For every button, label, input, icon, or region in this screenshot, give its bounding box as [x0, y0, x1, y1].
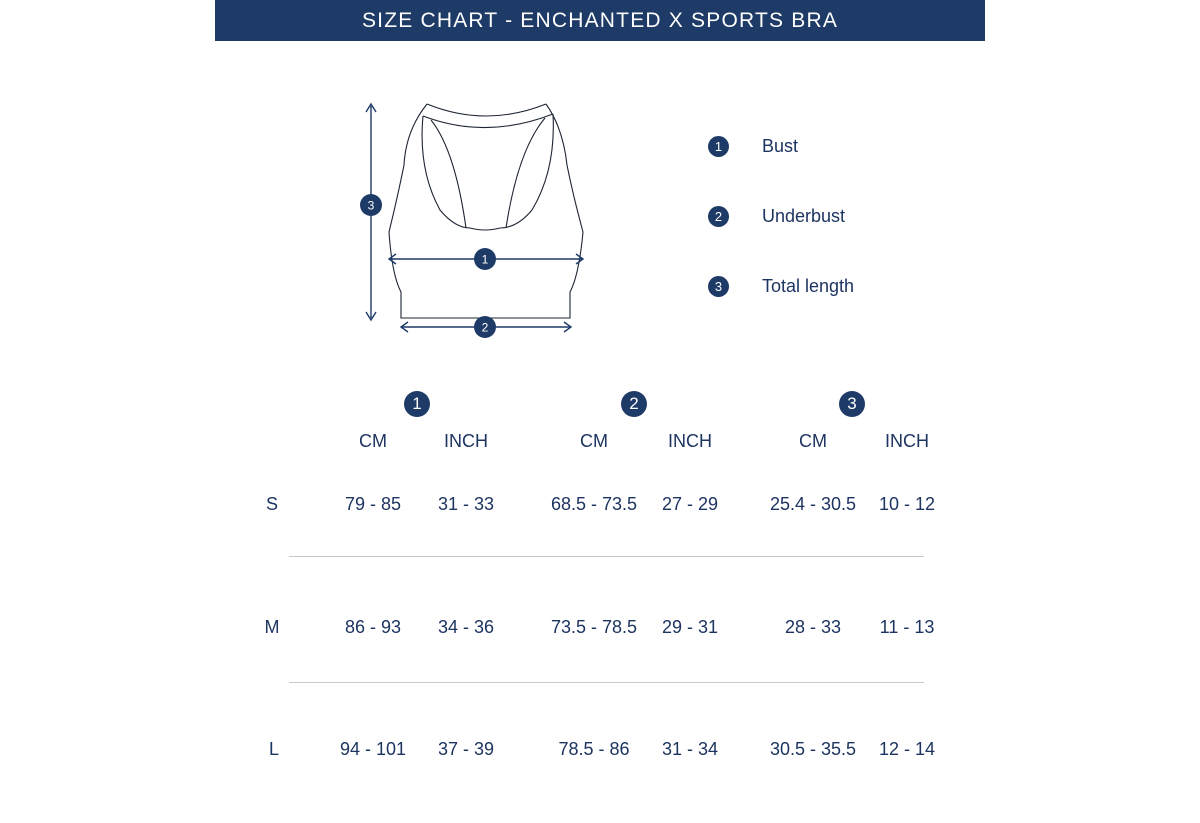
row-divider [289, 556, 924, 557]
table-cell: 12 - 14 [878, 739, 936, 759]
table-cell: 10 - 12 [878, 494, 936, 514]
size-label: S [265, 494, 279, 514]
legend-number-badge: 3 [708, 276, 729, 297]
table-cell: 25.4 - 30.5 [769, 494, 857, 514]
bra-outline [389, 104, 583, 318]
legend-item-bust [708, 136, 799, 157]
table-cell: 34 - 36 [437, 617, 495, 637]
column-header-inch: INCH [885, 431, 929, 451]
legend-number-badge: 1 [708, 136, 729, 157]
column-group-badge-length: 3 [839, 391, 865, 417]
legend-number-badge: 2 [708, 206, 729, 227]
table-cell: 28 - 33 [784, 617, 842, 637]
column-header-cm: CM [799, 431, 827, 451]
table-cell: 27 - 29 [661, 494, 719, 514]
page-title: SIZE CHART - ENCHANTED X SPORTS BRA [215, 0, 985, 41]
sports-bra-diagram [350, 95, 600, 345]
diagram-marker-1 [474, 248, 496, 270]
table-cell: 78.5 - 86 [558, 739, 630, 759]
legend-item-total-length [708, 276, 855, 297]
table-cell: 94 - 101 [339, 739, 407, 759]
table-cell: 37 - 39 [437, 739, 495, 759]
table-cell: 73.5 - 78.5 [550, 617, 638, 637]
column-header-inch: INCH [668, 431, 712, 451]
svg-text:3: 3 [367, 198, 375, 213]
size-label: M [264, 617, 280, 637]
legend-label: Total length [762, 276, 855, 296]
size-label: L [268, 739, 280, 759]
table-cell: 79 - 85 [344, 494, 402, 514]
row-divider [289, 682, 924, 683]
legend-label: Underbust [762, 206, 846, 226]
column-group-badge-bust: 1 [404, 391, 430, 417]
table-cell: 31 - 33 [437, 494, 495, 514]
table-cell: 30.5 - 35.5 [769, 739, 857, 759]
table-cell: 11 - 13 [879, 617, 935, 637]
column-group-badge-underbust: 2 [621, 391, 647, 417]
legend-label: Bust [762, 136, 799, 156]
legend-item-underbust [708, 206, 846, 227]
bra-neckline [427, 104, 546, 116]
table-cell: 86 - 93 [344, 617, 402, 637]
table-cell: 31 - 34 [661, 739, 719, 759]
column-header-cm: CM [359, 431, 387, 451]
svg-text:1: 1 [481, 252, 489, 267]
diagram-marker-2 [474, 316, 496, 338]
column-header-cm: CM [580, 431, 608, 451]
table-cell: 29 - 31 [661, 617, 719, 637]
diagram-marker-3 [360, 194, 382, 216]
table-cell: 68.5 - 73.5 [550, 494, 638, 514]
column-header-inch: INCH [444, 431, 488, 451]
svg-text:2: 2 [481, 320, 489, 335]
